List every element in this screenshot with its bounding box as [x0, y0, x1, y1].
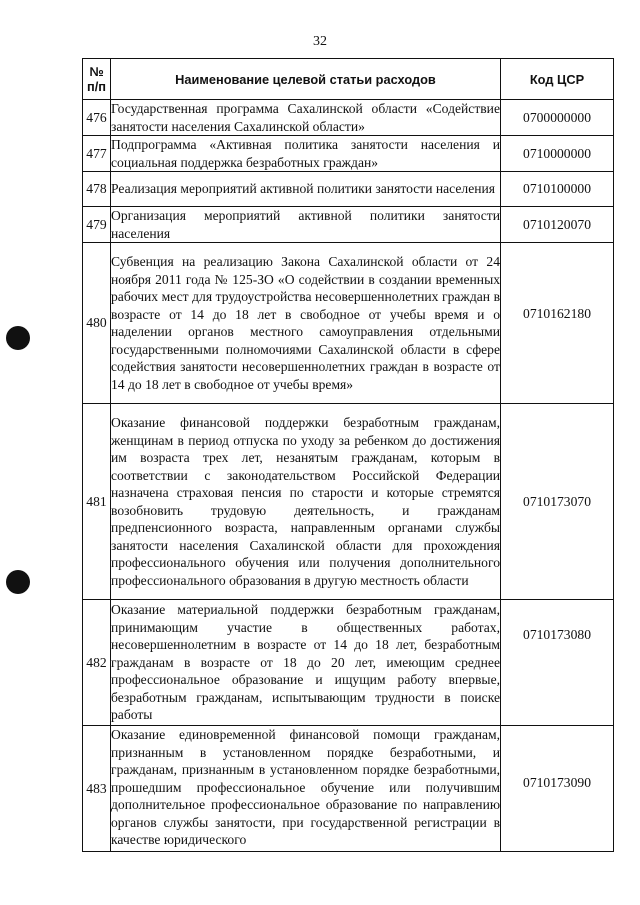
row-number: 483 [83, 726, 111, 852]
budget-classification-table [82, 58, 614, 852]
table-row [83, 207, 614, 243]
punch-hole-icon [6, 326, 30, 350]
row-code: 0710162180 [501, 243, 614, 404]
row-code: 0700000000 [501, 100, 614, 136]
row-code: 0710173080 [501, 600, 614, 726]
table-header-row [83, 59, 614, 100]
row-name: Субвенция на реализацию Закона Сахалинской области от 24 ноября 2011 года № 125-ЗО «О содействии в создании временных рабочих мест для трудоустройства несовершеннолетних граждан в возрасте от 14 до 18 лет в свободное от учебы время и о наделении органов местного самоуправления отдельными государственными полномочиями Сахалинской области в сфере содействия занятости несовершеннолетних граждан в возрасте от 14 до 18 лет в свободное от учебы время» [111, 243, 501, 404]
row-number: 480 [83, 243, 111, 404]
row-code: 0710173070 [501, 404, 614, 600]
punch-hole-icon [6, 570, 30, 594]
row-code: 0710000000 [501, 136, 614, 172]
table-row [83, 404, 614, 600]
row-code: 0710100000 [501, 172, 614, 207]
page-number: 32 [313, 34, 327, 49]
row-name: Оказание материальной поддержки безработным гражданам, принимающим участие в общественных работах, несовершеннолетним в возрасте от 14 до 18 лет, безработным гражданам в возрасте от 18 до 20 лет, имеющим среднее профессиональное образование и ищущим работу впервые, безработным гражданам, испытывающим трудности в поиске работы [111, 600, 501, 726]
row-code: 0710120070 [501, 207, 614, 243]
table-row [83, 243, 614, 404]
row-name: Оказание финансовой поддержки безработным гражданам, женщинам в период отпуска по уходу за ребенком до достижения им возраста трех лет, незанятым гражданам, которым в соответствии с законодательством Российской Федерации назначена страховая пенсия по старости и которые стремятся возобновить трудовую деятельность, и гражданам предпенсионного возраста, направленным органами службы занятости населения Сахалинской области для прохождения профессионального обучения или получения дополнительного профессионального образования в другую местность области [111, 404, 501, 600]
table-row [83, 172, 614, 207]
row-number: 477 [83, 136, 111, 172]
row-name: Оказание единовременной финансовой помощи гражданам, признанным в установленном порядке безработными, и гражданам, признанным в установленном порядке безработными, прошедшим профессиональное обучение или получившим дополнительное профессиональное образование по направлению органов службы занятости, при государственной регистрации в качестве юридического [111, 726, 501, 852]
table-row [83, 100, 614, 136]
header-number: № п/п [83, 59, 111, 100]
table-row [83, 726, 614, 852]
row-name: Государственная программа Сахалинской области «Содействие занятости населения Сахалинской области» [111, 101, 500, 134]
row-code: 0710173090 [501, 726, 614, 852]
row-number: 479 [83, 207, 111, 243]
header-name: Наименование целевой статьи расходов [111, 59, 501, 100]
row-name: Реализация мероприятий активной политики занятости населения [111, 172, 501, 207]
row-name: Подпрограмма «Активная политика занятости населения и социальная поддержка безработных граждан» [111, 137, 500, 170]
row-number: 481 [83, 404, 111, 600]
table-row [83, 136, 614, 172]
table-row [83, 600, 614, 726]
header-code: Код ЦСР [501, 59, 614, 100]
row-number: 476 [83, 100, 111, 136]
row-number: 482 [83, 600, 111, 726]
row-name: Организация мероприятий активной политики занятости населения [111, 208, 500, 241]
row-number: 478 [83, 172, 111, 207]
